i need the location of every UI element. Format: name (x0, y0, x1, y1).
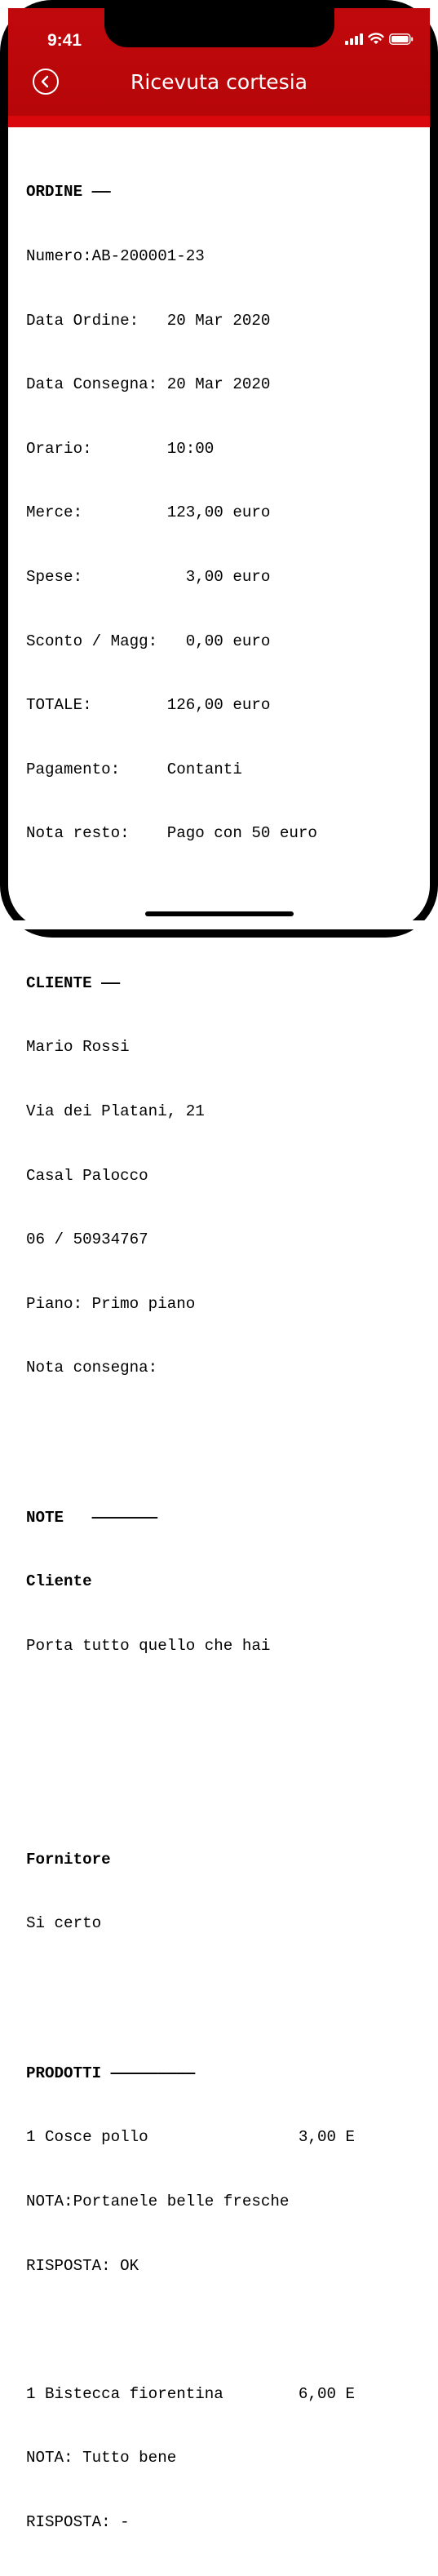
discount-amount: Sconto / Magg: 0,00 euro (26, 632, 271, 650)
product-response: RISPOSTA: - (26, 2513, 130, 2531)
customer-floor: Piano: Primo piano (26, 1294, 196, 1313)
total-amount: TOTALE: 126,00 euro (26, 696, 271, 715)
customer-area: Casal Palocco (26, 1166, 148, 1185)
note-supplier-label: Fornitore (26, 1850, 111, 1869)
delivery-date: Data Consegna: 20 Mar 2020 (26, 375, 271, 394)
customer-phone: 06 / 50934767 (26, 1230, 148, 1249)
payment-method: Pagamento: Contanti (26, 760, 242, 778)
customer-name: Mario Rossi (26, 1038, 130, 1057)
product-line: 1 Cosce pollo 3,00 E (26, 2128, 356, 2147)
change-note: Nota resto: Pago con 50 euro (26, 824, 317, 843)
order-date: Data Ordine: 20 Mar 2020 (26, 311, 271, 330)
status-icons (345, 33, 414, 45)
goods-amount: Merce: 123,00 euro (26, 503, 271, 522)
header-stripe (8, 116, 430, 127)
screen (8, 8, 430, 2531)
signal-icon (345, 33, 363, 45)
device-notch (104, 8, 334, 47)
battery-icon (389, 33, 414, 45)
page-title: Ricevuta cortesia (131, 70, 307, 94)
receipt-content (26, 139, 418, 2576)
wifi-icon (368, 33, 384, 45)
home-indicator[interactable] (145, 911, 294, 916)
note-supplier-text: Si certo (26, 1914, 102, 1933)
prodotti-heading: PRODOTTI ————————— (26, 2064, 196, 2082)
note-customer-text: Porta tutto quello che hai (26, 1636, 271, 1655)
bottom-fade (8, 920, 430, 929)
customer-address: Via dei Platani, 21 (26, 1102, 205, 1120)
product-response: RISPOSTA: OK (26, 2256, 139, 2275)
cliente-heading: CLIENTE —— (26, 973, 121, 992)
delivery-time: Orario: 10:00 (26, 439, 215, 458)
note-heading: NOTE ——————— (26, 1508, 158, 1527)
product-note: NOTA: Tutto bene (26, 2449, 177, 2467)
ordine-heading: ORDINE —— (26, 183, 111, 202)
delivery-note: Nota consegna: (26, 1359, 158, 1377)
shipping-amount: Spese: 3,00 euro (26, 567, 271, 586)
product-line: 1 Bistecca fiorentina 6,00 E (26, 2384, 356, 2403)
product-note: NOTA:Portanele belle fresche (26, 2192, 290, 2211)
order-number: Numero:AB-200001-23 (26, 247, 205, 265)
status-time: 9:41 (47, 31, 82, 50)
note-customer-label: Cliente (26, 1572, 92, 1591)
